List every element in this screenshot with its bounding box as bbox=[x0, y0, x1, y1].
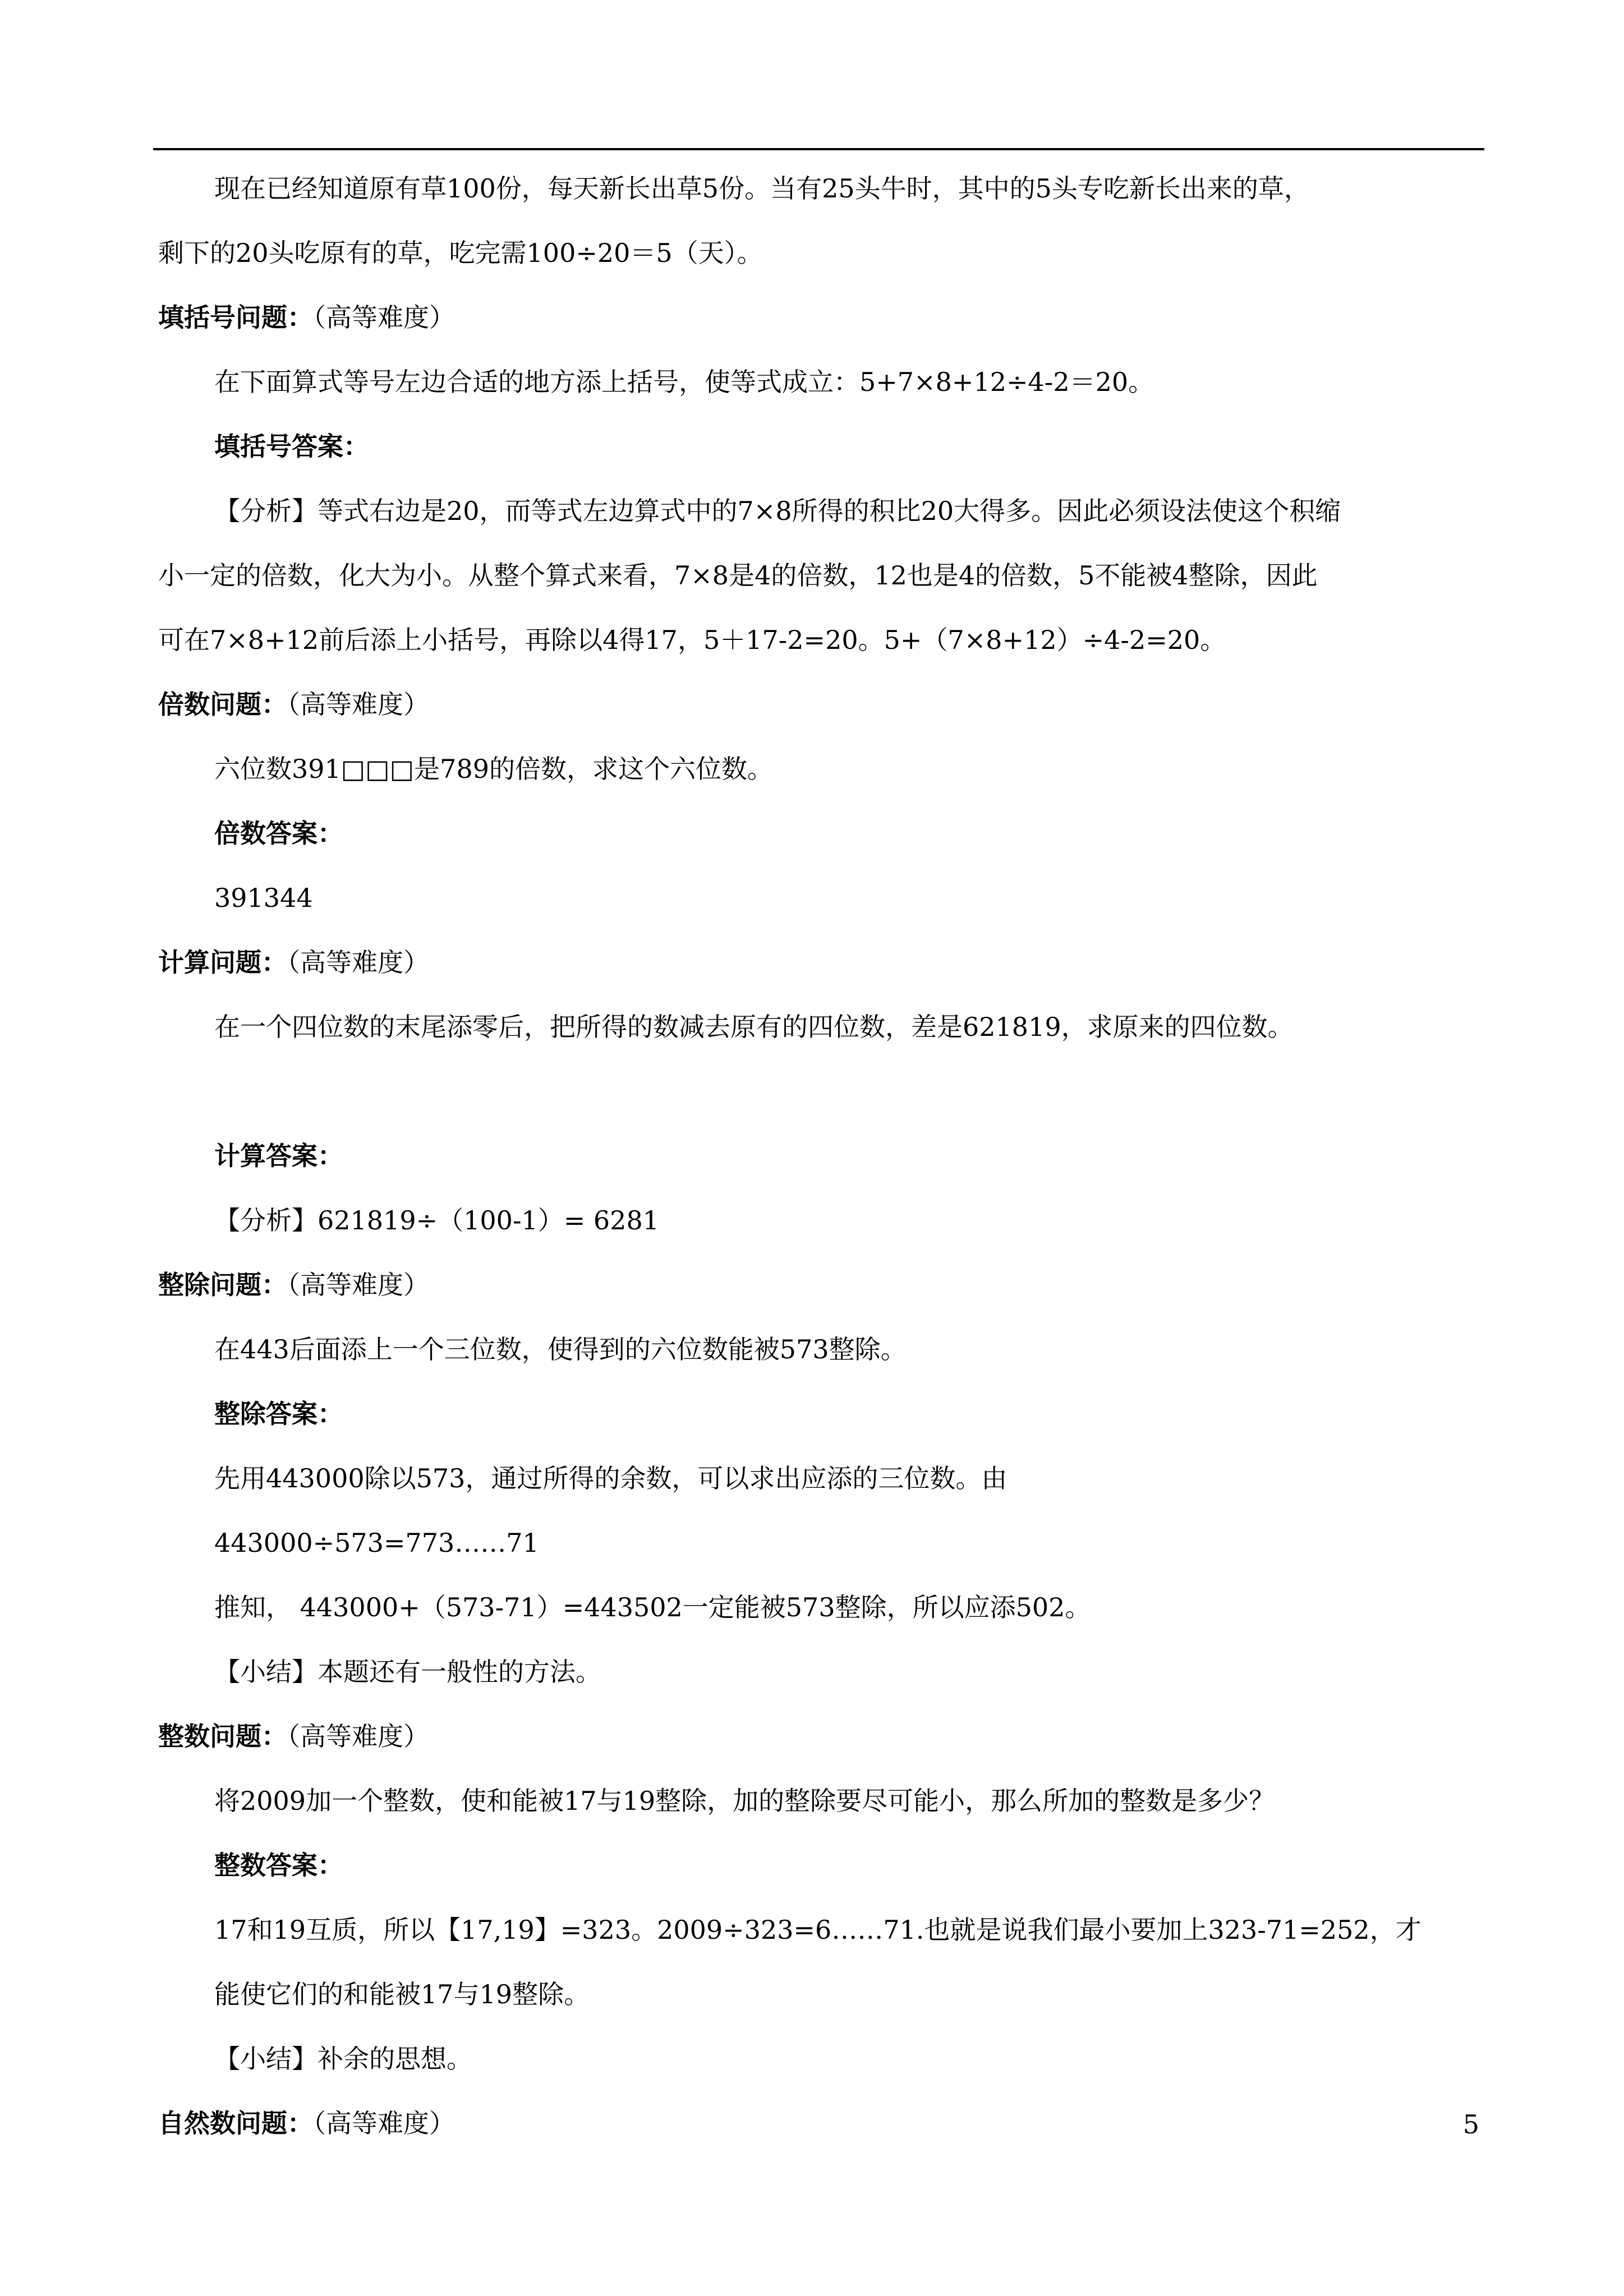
section-title: 整除问题： bbox=[158, 1270, 287, 1300]
answer-heading: 整数答案： bbox=[214, 1850, 343, 1880]
answer-heading: 填括号答案： bbox=[214, 431, 369, 462]
difficulty-label: （高等难度） bbox=[313, 302, 455, 333]
body-line: 在443后面添上一个三位数，使得到的六位数能被573整除。 bbox=[214, 1334, 907, 1364]
body-line: 在下面算式等号左边合适的地方添上括号，使等式成立：5+7×8+12÷4-2＝20。 bbox=[214, 367, 1154, 397]
body-line: 小一定的倍数，化大为小。从整个算式来看，7×8是4的倍数，12也是4的倍数，5不能被4整除，因此 bbox=[158, 560, 1318, 591]
body-line: 【小结】补余的思想。 bbox=[214, 2044, 472, 2074]
section-heading bbox=[158, 1268, 429, 1302]
body-line: 443000÷573=773……71 bbox=[214, 1528, 539, 1558]
body-line: 可在7×8+12前后添上小括号，再除以4得17，5＋17-2=20。5+（7×8+12）÷4-2=20。 bbox=[158, 625, 1226, 655]
body-line: 在一个四位数的末尾添零后，把所得的数减去原有的四位数，差是621819，求原来的四位数。 bbox=[214, 1012, 1294, 1042]
section-heading bbox=[158, 2106, 455, 2140]
section-heading bbox=[158, 301, 455, 334]
body-line: 17和19互质，所以【17,19】=323。2009÷323=6……71.也就是说我们最小要加上323-71=252，才 bbox=[214, 1915, 1421, 1945]
section-title: 整数问题： bbox=[158, 1721, 287, 1751]
answer-heading: 整除答案： bbox=[214, 1399, 343, 1429]
difficulty-label: （高等难度） bbox=[313, 2108, 455, 2138]
answer-heading: 倍数答案： bbox=[214, 818, 343, 849]
body-line: 剩下的20头吃原有的草，吃完需100÷20＝5（天）。 bbox=[158, 238, 763, 268]
section-title: 自然数问题： bbox=[158, 2108, 313, 2138]
section-title: 计算问题： bbox=[158, 947, 287, 978]
header-rule bbox=[153, 148, 1484, 150]
section-heading bbox=[158, 1719, 429, 1753]
difficulty-label: （高等难度） bbox=[287, 1721, 429, 1751]
body-line: 现在已经知道原有草100份，每天新长出草5份。当有25头牛时，其中的5头专吃新长出来的草， bbox=[214, 173, 1310, 204]
section-title: 倍数问题： bbox=[158, 689, 287, 720]
page-number: 5 bbox=[1462, 2109, 1479, 2140]
difficulty-label: （高等难度） bbox=[287, 689, 429, 720]
body-line: 【分析】等式右边是20，而等式左边算式中的7×8所得的积比20大得多。因此必须设法使这个积缩 bbox=[214, 496, 1341, 526]
body-line: 六位数391□□□是789的倍数，求这个六位数。 bbox=[214, 754, 773, 784]
body-line: 推知， 443000+（573-71）=443502一定能被573整除，所以应添502。 bbox=[214, 1592, 1091, 1622]
section-title: 填括号问题： bbox=[158, 302, 313, 333]
section-heading bbox=[158, 946, 429, 979]
body-line: 【小结】本题还有一般性的方法。 bbox=[214, 1657, 601, 1687]
body-line: 将2009加一个整数，使和能被17与19整除，加的整除要尽可能小，那么所加的整数是多少？ bbox=[214, 1786, 1275, 1816]
body-line: 【分析】621819÷（100-1）= 6281 bbox=[214, 1205, 659, 1235]
answer-heading: 计算答案： bbox=[214, 1141, 343, 1171]
body-line: 先用443000除以573，通过所得的余数，可以求出应添的三位数。由 bbox=[214, 1463, 1007, 1493]
body-line: 391344 bbox=[214, 883, 313, 913]
difficulty-label: （高等难度） bbox=[287, 947, 429, 978]
body-line: 能使它们的和能被17与19整除。 bbox=[214, 1979, 590, 2009]
section-heading bbox=[158, 688, 429, 721]
difficulty-label: （高等难度） bbox=[287, 1270, 429, 1300]
